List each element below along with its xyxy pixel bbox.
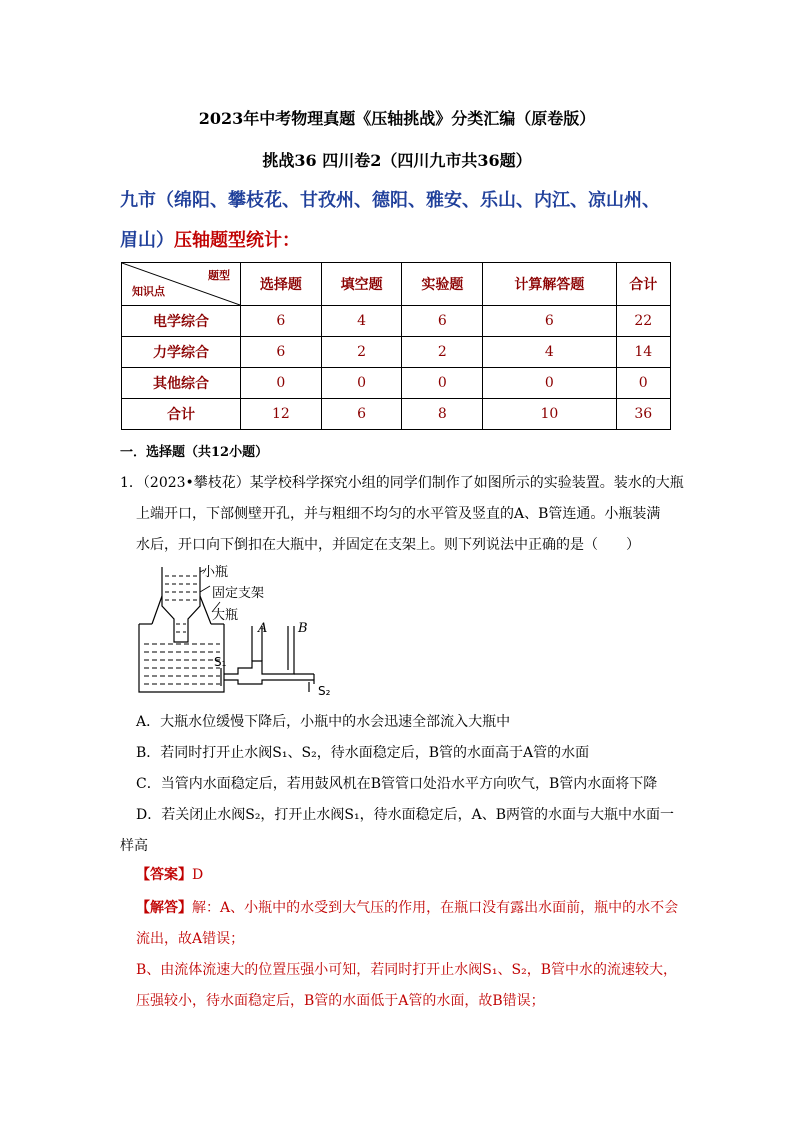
- table-cell: 6: [402, 306, 483, 337]
- table-header-row: [122, 263, 671, 306]
- analysis-text-line: B、由流体流速大的位置压强小可知，若同时打开止水阀S₁、S₂，B管中水的流速较大，: [136, 962, 677, 978]
- row-label: 合计: [122, 399, 241, 430]
- table-cell: 36: [616, 399, 670, 430]
- table-cell: 8: [402, 399, 483, 430]
- question-type-stats-table: [121, 262, 671, 430]
- label-valve-s2: S₂: [318, 684, 331, 698]
- table-cell: 2: [321, 337, 402, 368]
- option-c: C．当管内水面稳定后，若用鼓风机在B管管口处沿水平方向吹气，B管内水面将下降: [136, 776, 658, 792]
- apparatus-figure: [134, 564, 364, 699]
- table-row: [122, 337, 671, 368]
- table-cell: 12: [241, 399, 322, 430]
- table-cell: 4: [483, 337, 616, 368]
- table-cell: 0: [241, 368, 322, 399]
- option-b: B．若同时打开止水阀S₁、S₂，待水面稳定后，B管的水面高于A管的水面: [136, 745, 590, 761]
- row-label: 力学综合: [122, 337, 241, 368]
- regions-line2: 眉山）: [120, 230, 174, 251]
- column-header: 选择题: [241, 263, 322, 306]
- table-row: [122, 368, 671, 399]
- answer-label: 【答案】: [136, 867, 192, 883]
- page-subtitle: 挑战36 四川卷2（四川九市共36题）: [262, 151, 532, 170]
- row-label: 其他综合: [122, 368, 241, 399]
- table-cell: 0: [321, 368, 402, 399]
- table-cell: 0: [616, 368, 670, 399]
- table-cell: 6: [241, 337, 322, 368]
- label-tube-b: B: [298, 621, 308, 636]
- corner-knowledge-label: 知识点: [132, 285, 165, 298]
- question-text-line: 水后，开口向下倒扣在大瓶中，并固定在支架上。则下列说法中正确的是（ ）: [136, 537, 640, 553]
- analysis-text-line: 压强较小，待水面稳定后，B管的水面低于A管的水面，故B错误；: [136, 993, 545, 1009]
- table-row: [122, 306, 671, 337]
- regions-heading: [120, 181, 690, 261]
- row-label: 电学综合: [122, 306, 241, 337]
- table-cell: 6: [321, 399, 402, 430]
- analysis-label: 【解答】: [136, 900, 192, 916]
- table-row: [122, 399, 671, 430]
- table-cell: 14: [616, 337, 670, 368]
- section-heading: 一．选择题（共12小题）: [120, 445, 269, 460]
- page-title: 2023年中考物理真题《压轴挑战》分类汇编（原卷版）: [198, 109, 596, 128]
- table-cell: 6: [483, 306, 616, 337]
- label-big-bottle: 大瓶: [212, 608, 239, 623]
- table-cell: 22: [616, 306, 670, 337]
- analysis-text: 解：A、小瓶中的水受到大气压的作用，在瓶口没有露出水面前，瓶中的水不会: [192, 900, 679, 916]
- column-header: 合计: [616, 263, 670, 306]
- column-header: 填空题: [321, 263, 402, 306]
- table-cell: 6: [241, 306, 322, 337]
- regions-line1: 九市（绵阳、攀枝花、甘孜州、德阳、雅安、乐山、内江、凉山州、: [120, 190, 660, 211]
- question-text-line: 上端开口，下部侧壁开孔，并与粗细不均匀的水平管及竖直的A、B管连通。小瓶装满: [136, 506, 661, 522]
- answer-line: [136, 860, 696, 890]
- analysis-line: [136, 893, 696, 923]
- label-small-bottle: 小瓶: [202, 565, 229, 580]
- option-d: D．若关闭止水阀S₂，打开止水阀S₁，待水面稳定后，A、B两管的水面与大瓶中水面一: [136, 807, 675, 823]
- column-header: 实验题: [402, 263, 483, 306]
- corner-type-label: 题型: [208, 269, 230, 282]
- option-d-continued: 样高: [120, 838, 148, 854]
- answer-value: D: [192, 867, 204, 883]
- table-corner-cell: [122, 263, 241, 306]
- table-cell: 2: [402, 337, 483, 368]
- label-valve-s1: S₁: [214, 655, 227, 669]
- option-a: A．大瓶水位缓慢下降后，小瓶中的水会迅速全部流入大瓶中: [136, 714, 511, 730]
- table-cell: 0: [483, 368, 616, 399]
- label-support: 固定支架: [212, 586, 265, 601]
- table-cell: 4: [321, 306, 402, 337]
- analysis-text-line: 流出，故A错误；: [136, 931, 245, 947]
- column-header: 计算解答题: [483, 263, 616, 306]
- question-text-line: 1．（2023•攀枝花）某学校科学探究小组的同学们制作了如图所示的实验装置。装水的大瓶: [120, 475, 684, 491]
- table-cell: 0: [402, 368, 483, 399]
- stats-heading: 压轴题型统计：: [174, 230, 300, 251]
- label-tube-a: A: [258, 621, 268, 636]
- table-cell: 10: [483, 399, 616, 430]
